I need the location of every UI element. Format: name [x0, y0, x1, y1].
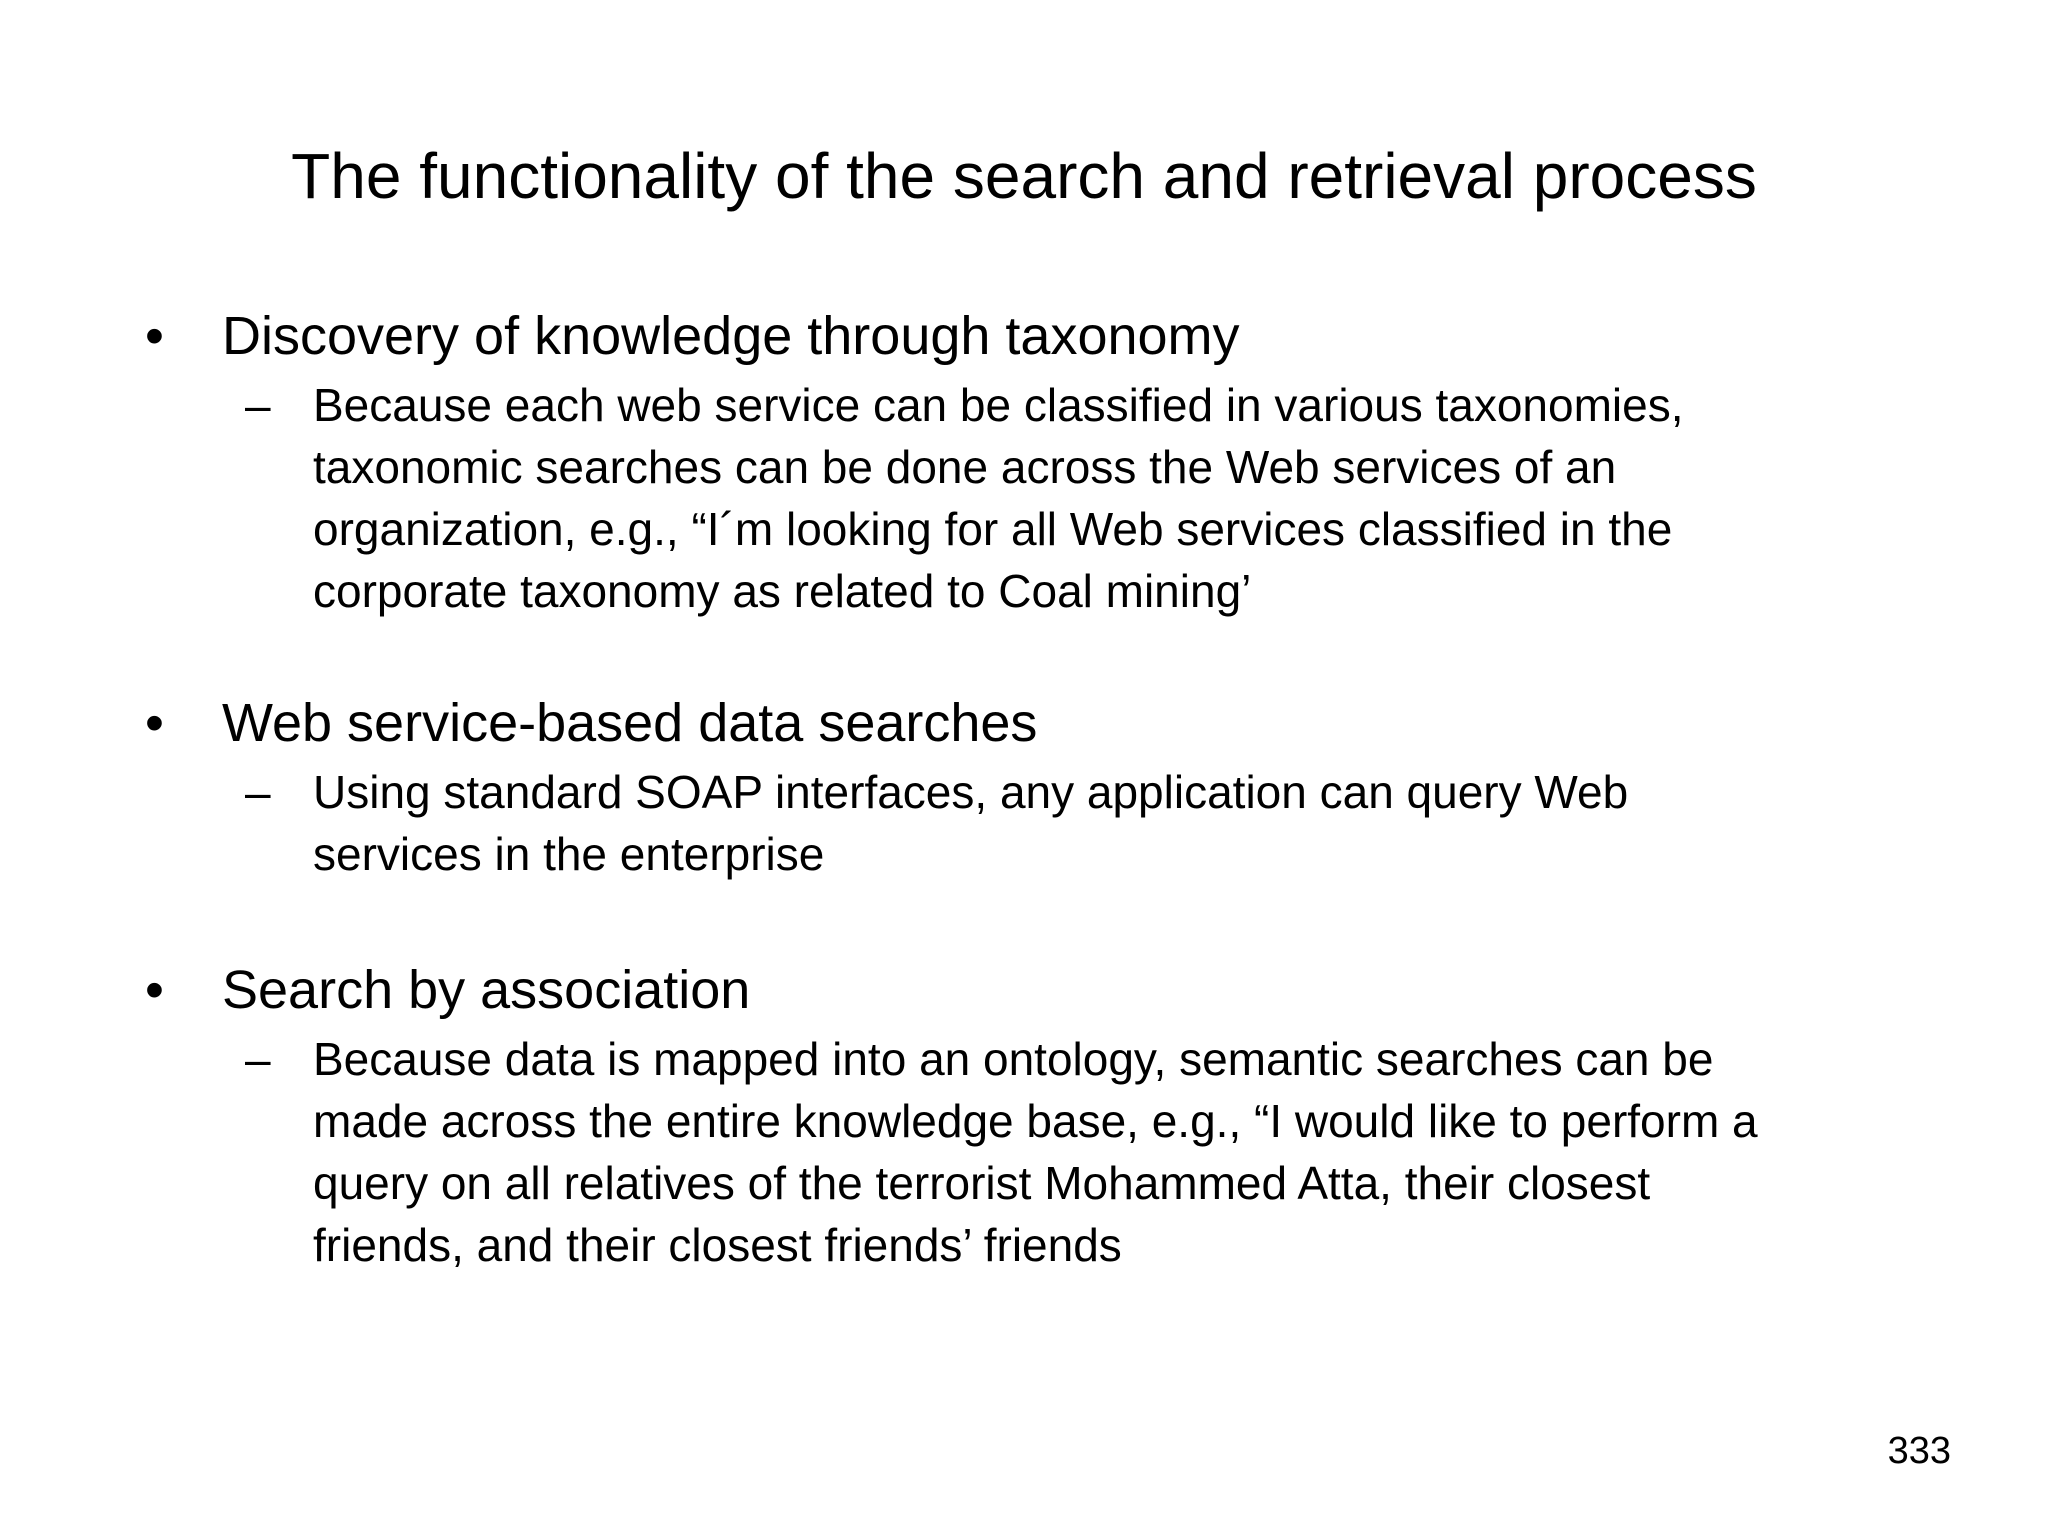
bullet-row — [0, 952, 2048, 1028]
bullet-heading: Web service-based data searches — [222, 693, 1038, 753]
sub-bullet-line: corporate taxonomy as related to Coal mining’ — [313, 565, 1252, 617]
sub-bullet-text — [313, 374, 2013, 622]
sub-bullet-line: organization, e.g., “I´m looking for all Web services classified in the — [313, 503, 1673, 555]
bullet-item — [0, 685, 2048, 885]
sub-bullet-line: Because data is mapped into an ontology, semantic searches can be — [313, 1033, 1714, 1085]
sub-bullet-line: taxonomic searches can be done across the Web services of an — [313, 441, 1617, 493]
sub-bullet-line: query on all relatives of the terrorist Mohammed Atta, their closest — [313, 1157, 1651, 1209]
bullet-heading: Search by association — [222, 960, 751, 1020]
sub-bullet-marker: – — [245, 766, 271, 818]
bullet-item — [0, 298, 2048, 622]
sub-bullet-line: friends, and their closest friends’ friends — [313, 1219, 1122, 1271]
sub-bullet-marker: – — [245, 1033, 271, 1085]
bullet-marker: • — [145, 693, 164, 753]
sub-bullet-text — [313, 1028, 2013, 1276]
bullet-heading: Discovery of knowledge through taxonomy — [222, 306, 1240, 366]
slide-title: The functionality of the search and retrieval process — [291, 140, 1757, 212]
sub-bullet-text — [313, 761, 2013, 885]
bullet-marker: • — [145, 306, 164, 366]
sub-bullet-line: services in the enterprise — [313, 828, 825, 880]
sub-bullet — [0, 374, 2048, 622]
sub-bullet — [0, 761, 2048, 885]
sub-bullet — [0, 1028, 2048, 1276]
bullet-marker: • — [145, 960, 164, 1020]
bullet-row — [0, 685, 2048, 761]
sub-bullet-line: made across the entire knowledge base, e.g., “I would like to perform a — [313, 1095, 1758, 1147]
bullet-item — [0, 952, 2048, 1276]
page-number: 333 — [1887, 1430, 1951, 1472]
sub-bullet-line: Because each web service can be classified in various taxonomies, — [313, 379, 1684, 431]
sub-bullet-line: Using standard SOAP interfaces, any application can query Web — [313, 766, 1629, 818]
bullet-row — [0, 298, 2048, 374]
sub-bullet-marker: – — [245, 379, 271, 431]
